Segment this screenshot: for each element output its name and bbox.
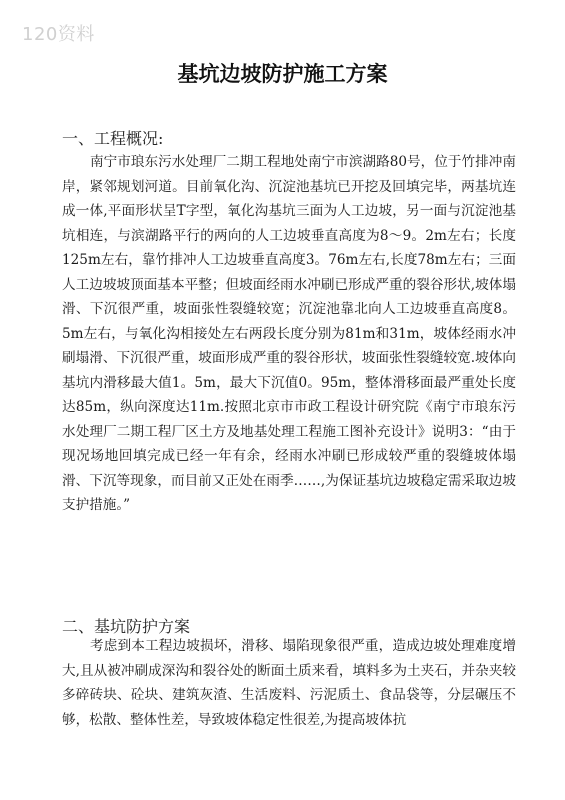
- section-paragraph-overview: 南宁市琅东污水处理厂二期工程地处南宁市滨湖路80号，位于竹排冲南岸，紧邻规划河道。目前氧化沟、沉淀池基坑已开挖及回填完毕，两基坑连成一体,平面形状呈T字型，氧化沟基坑三面为人工边坡，另一面与沉淀池基坑相连，与滨湖路平行的两向的人工边坡垂直高度为8～9。2m左右；长度125m左右，靠竹排冲人工边坡垂直高度3。76m左右,长度78m左右；三面人工边坡坡顶面基本平整；但坡面经雨水冲刷已形成严重的裂谷形状,坡体塌滑、下沉很严重，坡面张性裂缝较宽；沉淀池靠北向人工边坡垂直高度8。5m左右，与氧化沟相接处左右两段长度分别为81m和31m，坡体经雨水冲刷塌滑、下沉很严重，坡面形成严重的裂谷形状，坡面张性裂缝较宽.坡体向基坑内滑移最大值1。5m，最大下沉值0。95m，整体滑移面最严重处长度达85m，纵向深度达11m.按照北京市市政工程设计研究院《南宁市琅东污水处理厂二期工程厂区土方及地基处理工程施工图补充设计》说明3：“由于现况场地回填完成已经一年有余，经雨水冲刷已形成较严重的裂缝坡体塌滑、下沉等现象，而目前又正处在雨季……,为保证基坑边坡稳定需采取边坡支护措施。”: [62, 154, 516, 513]
- document-title: 基坑边坡防护施工方案: [177, 62, 388, 86]
- section-heading-overview: 一、工程概况:: [62, 129, 164, 148]
- section-heading-protection-plan: 二、基坑防护方案: [62, 617, 191, 636]
- section-paragraph-protection-plan: 考虑到本工程边坡损坏，滑移、塌陷现象很严重，造成边坡处理难度增大,且从被冲刷成深沟和裂谷处的断面土质来看，填料多为土夹石，并杂夹较多碎砖块、砼块、建筑灰渣、生活废料、污泥质土、食品袋等，分层碾压不够，松散、整体性差，导致坡体稳定性很差,为提高坡体抗: [62, 638, 516, 728]
- watermark: 120资料: [22, 24, 95, 45]
